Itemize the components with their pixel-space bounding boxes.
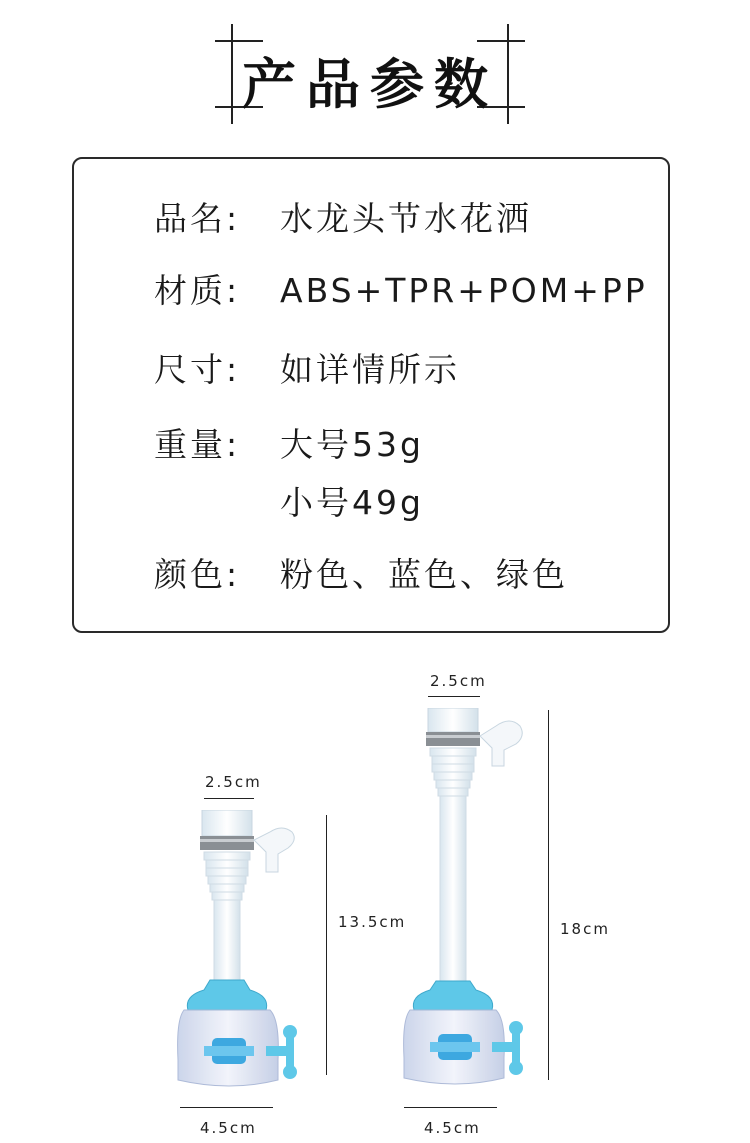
param-value-size: 如详情所示 xyxy=(280,350,460,389)
large-top-width-line xyxy=(428,696,480,697)
title-frame xyxy=(215,24,525,124)
param-row-size xyxy=(154,344,460,391)
param-value-weight-small: 小号49g xyxy=(280,483,424,522)
small-top-width-label: 2.5cm xyxy=(205,773,262,791)
param-row-color xyxy=(154,549,568,596)
product-illustration-area xyxy=(0,650,750,1143)
param-row-weight xyxy=(154,419,424,466)
param-label-name: 品名: xyxy=(154,199,241,238)
small-height-line xyxy=(326,815,327,1075)
small-faucet-aerator-image xyxy=(170,810,320,1100)
large-base-width-label: 4.5cm xyxy=(424,1119,481,1137)
param-label-weight: 重量: xyxy=(154,425,241,464)
small-height-label: 13.5cm xyxy=(338,913,407,931)
param-value-material: ABS+TPR+POM+PP xyxy=(280,271,648,310)
small-base-width-label: 4.5cm xyxy=(200,1119,257,1137)
param-label-size: 尺寸: xyxy=(154,350,241,389)
param-value-name: 水龙头节水花洒 xyxy=(280,199,532,238)
large-height-line xyxy=(548,710,549,1080)
param-value-color: 粉色、蓝色、绿色 xyxy=(280,555,568,594)
param-row-material xyxy=(154,265,648,312)
parameter-box xyxy=(72,157,670,633)
small-base-width-line xyxy=(180,1107,273,1108)
small-top-width-line xyxy=(204,798,254,799)
param-label-material: 材质: xyxy=(154,271,241,310)
param-row-name xyxy=(154,193,532,240)
page-title: 产品参数 xyxy=(242,53,498,116)
large-top-width-label: 2.5cm xyxy=(430,672,487,690)
large-base-width-line xyxy=(404,1107,497,1108)
large-faucet-aerator-image xyxy=(392,708,542,1098)
large-height-label: 18cm xyxy=(560,920,610,938)
param-value-weight-large: 大号53g xyxy=(280,425,424,464)
param-label-color: 颜色: xyxy=(154,555,241,594)
